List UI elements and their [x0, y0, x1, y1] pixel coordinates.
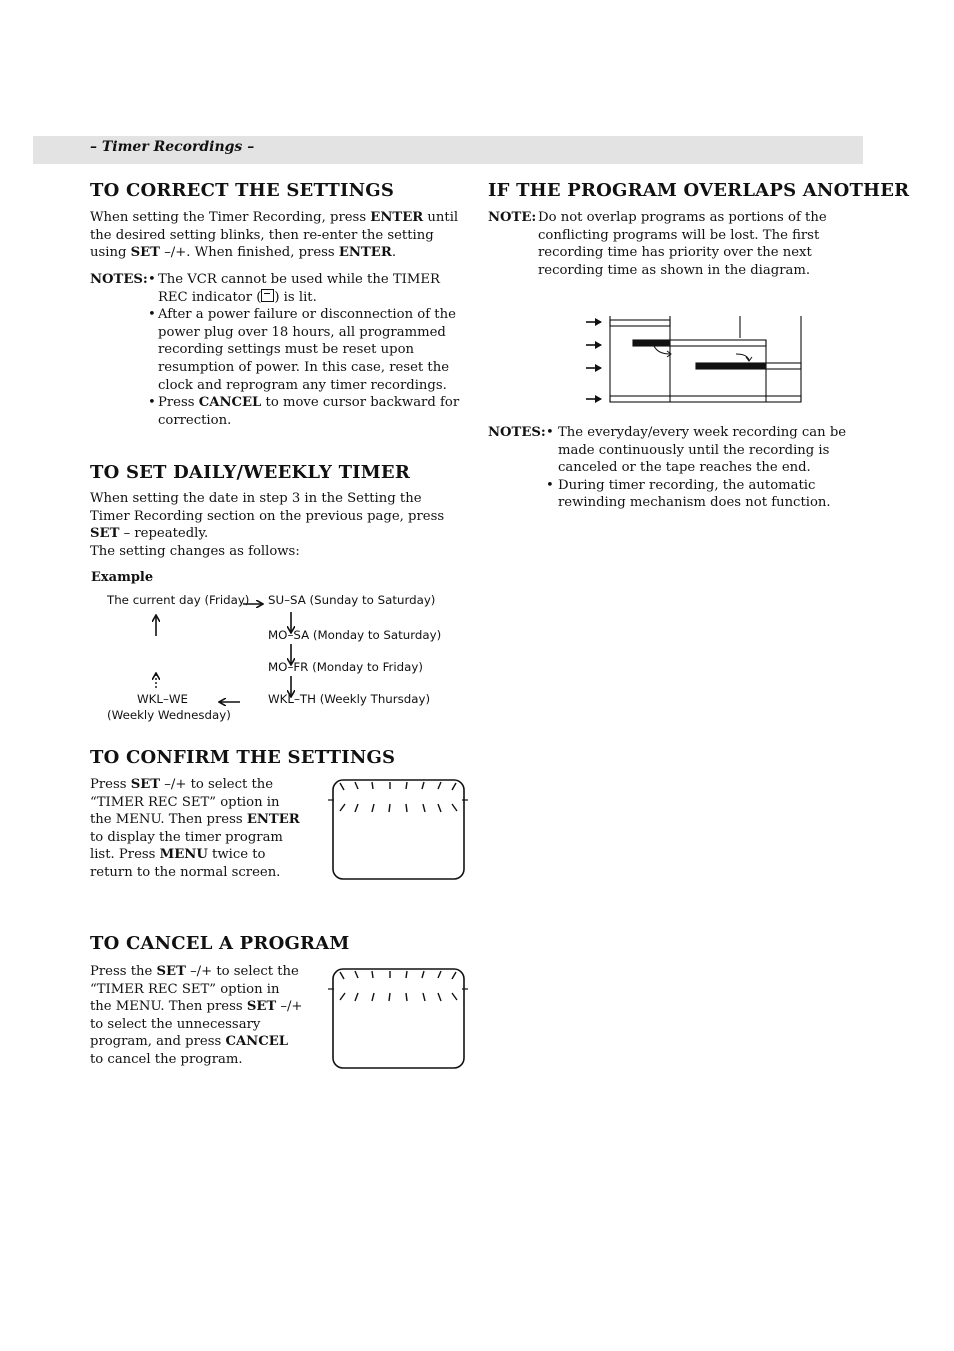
example-current-day: The current day (Friday): [107, 593, 250, 607]
example-mo-sa: MO–SA (Monday to Saturday): [268, 628, 442, 642]
example-mo-fr: MO–FR (Monday to Friday): [268, 660, 423, 674]
section-title: – Timer Recordings –: [90, 139, 255, 155]
list-item: • Press CANCEL to move cursor backward for correction.: [148, 394, 463, 429]
overlap-notes-label: NOTES:: [488, 425, 546, 440]
example-wkl-th: WKL–TH (Weekly Thursday): [268, 692, 431, 706]
correct-notes-label: NOTES:: [90, 272, 148, 287]
list-item: • During timer recording, the automatic rewinding mechanism does not function.: [546, 477, 864, 512]
example-wkl-we-sub: (Weekly Wednesday): [107, 708, 231, 722]
example-label: Example: [91, 570, 154, 585]
overlap-timeline-diagram: [584, 312, 806, 408]
example-wkl-we: WKL–WE: [137, 692, 188, 706]
correct-paragraph: When setting the Timer Recording, press ENTER until the desired setting blinks, then re-enter the setting using SET –/+. When finished, press ENTER.: [90, 210, 459, 261]
heading-confirm-settings: TO CONFIRM THE SETTINGS: [90, 747, 396, 768]
example-su-sa: SU–SA (Sunday to Saturday): [268, 593, 436, 607]
list-item: • The VCR cannot be used while the TIMER REC indicator ( ) is lit.: [148, 271, 463, 306]
heading-program-overlaps: IF THE PROGRAM OVERLAPS ANOTHER: [488, 180, 910, 201]
cancel-paragraph: Press the SET –/+ to select the “TIMER REC SET” option in the MENU. Then press SET –/+ to select the unnecessary program, and press CANCEL to cancel the program.: [90, 964, 303, 1067]
heading-cancel-program: TO CANCEL A PROGRAM: [90, 933, 350, 954]
daily-paragraph: When setting the date in step 3 in the Setting the Timer Recording section on the previous page, press SET – repeatedly. The setting changes as follows:: [90, 491, 445, 559]
overlap-note: Do not overlap programs as portions of the conflicting programs will be lost. The first recording time has priority over the next recording time as shown in the diagram.: [538, 210, 827, 278]
cancel-tv-screen-illustration: [328, 967, 468, 1071]
heading-correct-settings: TO CORRECT THE SETTINGS: [90, 180, 395, 201]
overlap-note-label: NOTE:: [488, 210, 537, 225]
list-item: • The everyday/every week recording can be made continuously until the recording is canceled or the tape reaches the end.: [546, 424, 864, 477]
overlap-notes-list: [546, 424, 864, 512]
heading-daily-weekly-timer: TO SET DAILY/WEEKLY TIMER: [90, 462, 410, 483]
list-item: • After a power failure or disconnection of the power plug over 18 hours, all programmed recording settings must be reset upon resumption of power. In this case, reset the clock and reprogram any timer recordings.: [148, 306, 463, 394]
confirm-tv-screen-illustration: [328, 778, 468, 882]
confirm-paragraph: Press SET –/+ to select the “TIMER REC SET” option in the MENU. Then press ENTER to display the timer program list. Press MENU twice to return to the normal screen.: [90, 777, 300, 880]
